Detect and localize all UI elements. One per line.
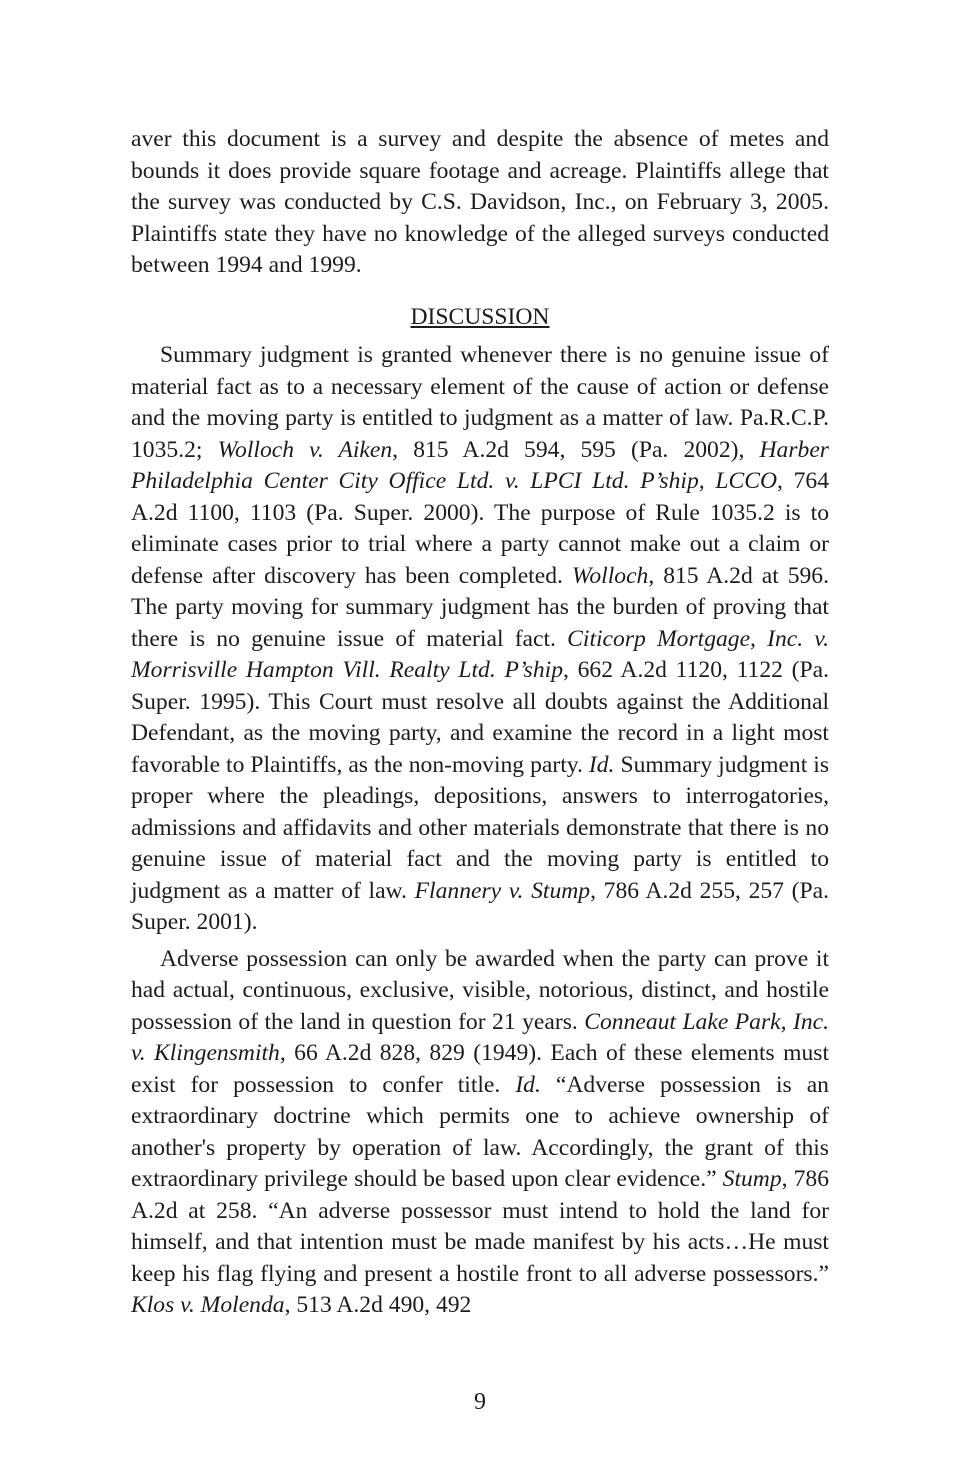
document-page (131, 124, 829, 1322)
text-run: , 815 A.2d 594, 595 (Pa. 2002), (392, 436, 760, 463)
text-run: , 786 A.2d 255, 257 (Pa. Super. 2001). (131, 877, 829, 935)
text-run: aver this document is a survey and despite the absence of metes and bounds it does provide square footage and acreage. Plaintiffs allege that the survey was conducted by C.S. Davidson, Inc., on February 3, 2005. Plaintiffs state they have no knowledge of the alleged surveys conducted between 1994 and 1999. (131, 126, 829, 278)
case-citation: Wolloch v. Aiken (217, 436, 393, 463)
paragraph-adverse-possession (131, 944, 829, 1322)
text-run: Adverse possession can only be awarded when the party can prove it had actual, continuous, exclusive, visible, notorious, distinct, and hostile possession of the land in question for 21 years. (131, 945, 829, 1035)
case-citation: Flannery v. Stump (414, 877, 591, 904)
case-citation: Id. (588, 751, 615, 778)
paragraph-survey (131, 124, 829, 282)
case-citation: Klos v. Molenda (131, 1292, 285, 1318)
case-citation: Conneaut Lake Park, Inc. v. Klingensmith (131, 1008, 829, 1066)
case-citation: Id. (515, 1071, 541, 1098)
case-citation: Wolloch (571, 562, 649, 589)
case-citation: Harber Philadelphia Center City Office Ltd. v. LPCI Ltd. P’ship, LCCO (131, 436, 829, 494)
section-heading-discussion: DISCUSSION (410, 303, 550, 330)
text-run: , 66 A.2d 828, 829 (1949). Each of these elements must exist for possession to confer title. (131, 1040, 830, 1098)
page-number: 9 (474, 1389, 486, 1415)
text-run: Summary judgment is proper where the pleadings, depositions, answers to interrogatories, admissions and affidavits and other materials demonstrate that there is no genuine issue of material fact and the moving party is entitled to judgment as a matter of law. (131, 751, 830, 904)
text-run: Summary judgment is granted whenever there is no genuine issue of material fact as to a necessary element of the cause of action or defense and the moving party is entitled to judgment as a matter of law. Pa.R.C.P. 1035.2; (131, 342, 829, 463)
text-run: , 662 A.2d 1120, 1122 (Pa. Super. 1995). This Court must resolve all doubts against the Additional Defendant, as the moving party, and examine the record in a light most favorable to Plaintiffs, as the non-moving party. (131, 657, 829, 778)
paragraph-summary-judgment (131, 340, 829, 939)
text-run: , 786 A.2d at 258. “An adverse possessor must intend to hold the land for himself, and that intention must be made manifest by his acts…He must keep his flag flying and present a hostile front to all adverse possessors.” (131, 1166, 830, 1287)
case-citation: Citicorp Mortgage, Inc. v. Morrisville Hampton Vill. Realty Ltd. P’ship (131, 625, 829, 683)
text-run: , 815 A.2d at 596. The party moving for summary judgment has the burden of proving that there is no genuine issue of material fact. (131, 562, 829, 652)
text-run: , 764 A.2d 1100, 1103 (Pa. Super. 2000). The purpose of Rule 1035.2 is to eliminate cases prior to trial where a party cannot make out a claim or defense after discovery has been completed. (131, 468, 830, 589)
text-run: “Adverse possession is an extraordinary doctrine which permits one to achieve ownership of another's property by operation of law. Accordingly, the grant of this extraordinary privilege should be based upon clear evidence.” (131, 1071, 829, 1192)
text-run: , 513 A.2d 490, 492 (284, 1292, 472, 1318)
case-citation: Stump (722, 1166, 782, 1192)
